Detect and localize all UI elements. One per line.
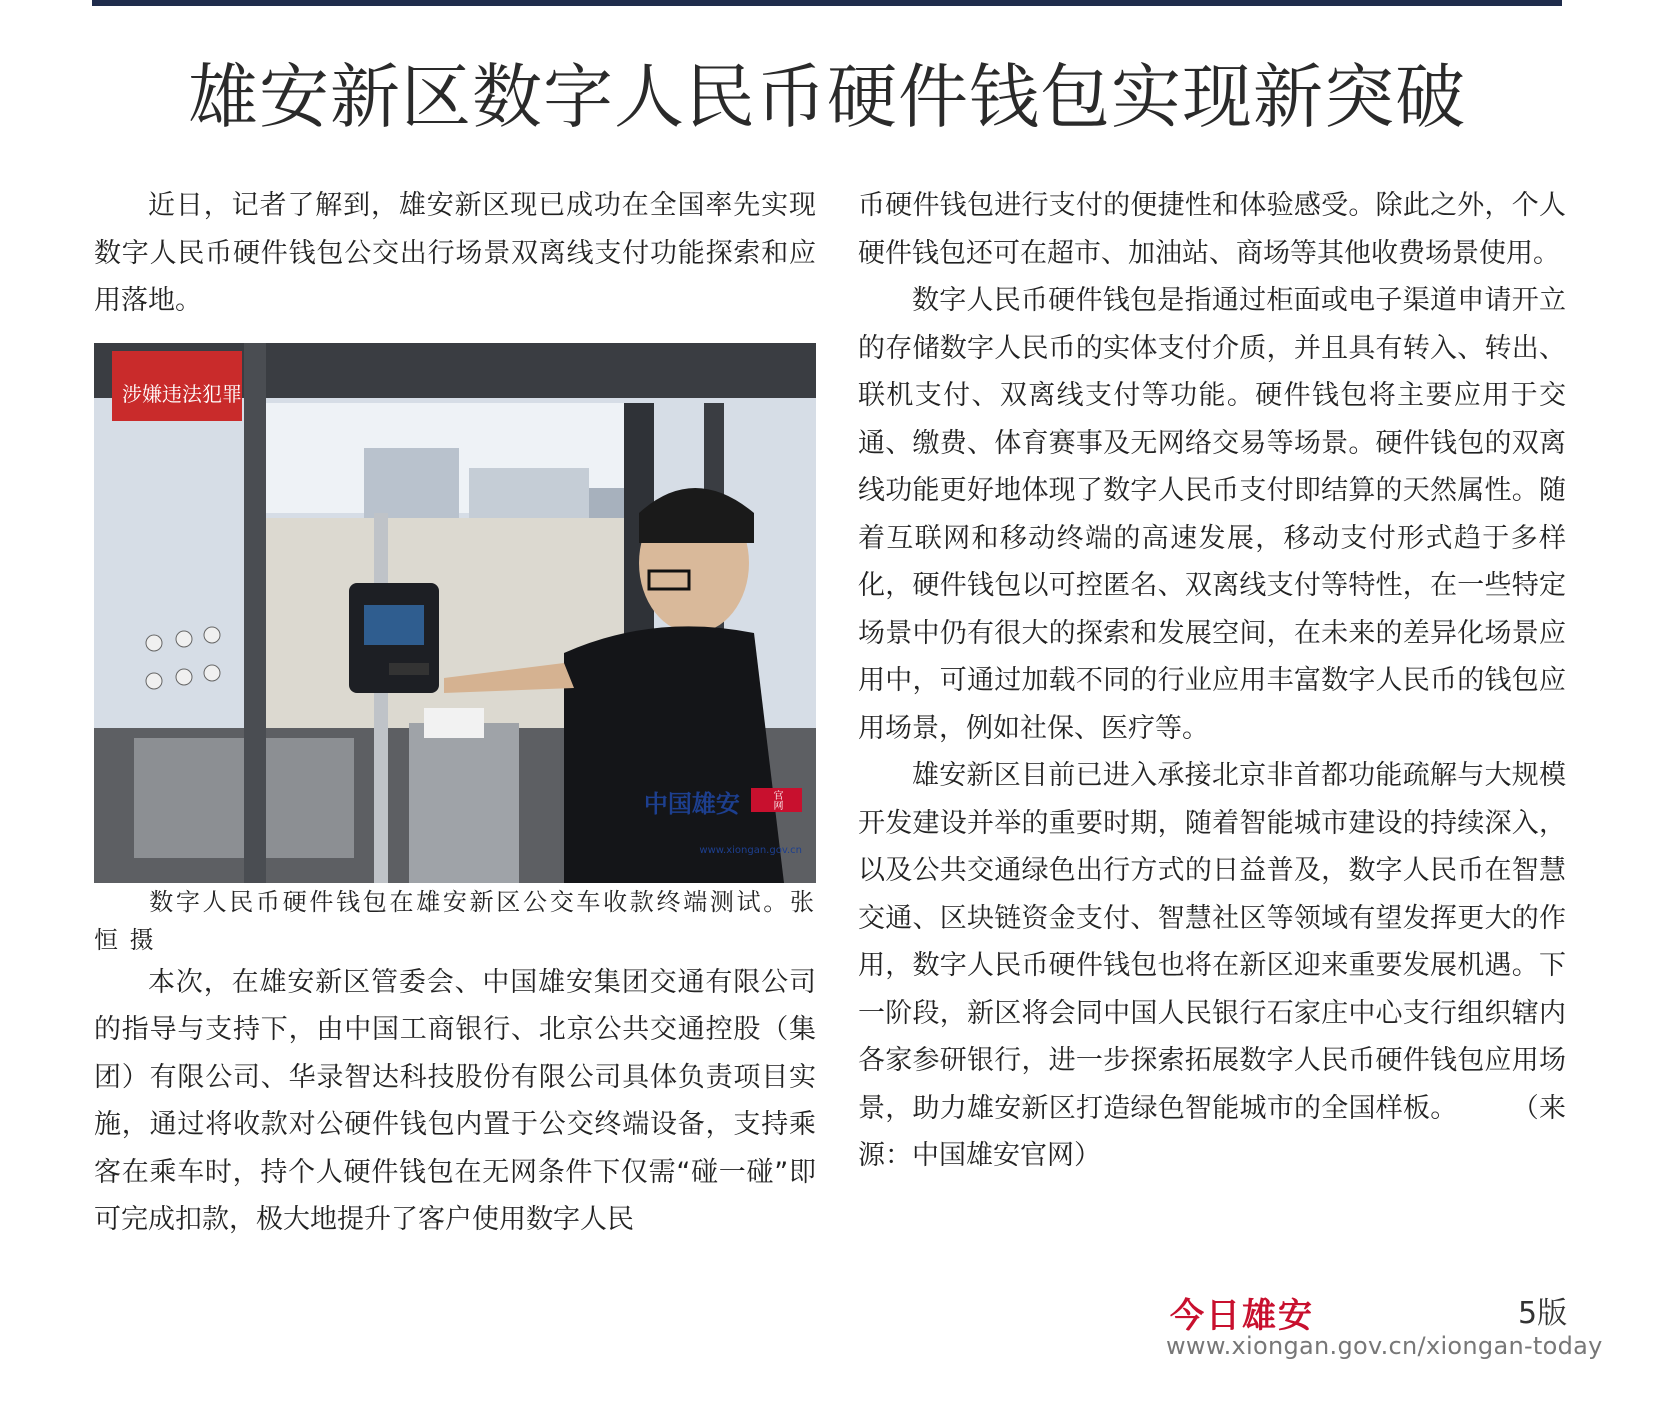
watermark-url: www.xiongan.gov.cn <box>699 845 802 856</box>
paragraph-hardware-wallet: 数字人民币硬件钱包是指通过柜面或电子渠道申请开立的存储数字人民币的实体支付介质，并且具有转入、转出、联机支付、双离线支付等功能。硬件钱包将主要应用于交通、缴费、体育赛事及无网络交易等场景。硬件钱包的双离线功能更好地体现了数字人民币支付即结算的天然属性。随着互联网和移动终端的高速发展，移动支付形式趋于多样化，硬件钱包以可控匿名、双离线支付等特性，在一些特定场景中仍有很大的探索和发展空间，在未来的差异化场景应用中，可通过加载不同的行业应用丰富数字人民币的钱包应用场景，例如社保、医疗等。 <box>858 285 1566 744</box>
paragraph-continuation: 币硬件钱包进行支付的便捷性和体验感受。除此之外，个人硬件钱包还可在超市、加油站、商场等其他收费场景使用。 <box>858 190 1566 269</box>
paragraph-implementation: 本次，在雄安新区管委会、中国雄安集团交通有限公司的指导与支持下，由中国工商银行、北京公共交通控股（集团）有限公司、华录智达科技股份有限公司具体负责项目实施，通过将收款对公硬件钱包内置于公交终端设备，支持乘客在乘车时，持个人硬件钱包在无网条件下仅需“碰一碰”即可完成扣款，极大地提升了客户使用数字人民 <box>94 966 816 1235</box>
photo-sign-text: 涉嫌违法犯罪 <box>122 381 242 406</box>
footer-logo: 今日雄安 <box>1170 1296 1314 1336</box>
photo-caption: 数字人民币硬件钱包在雄安新区公交车收款终端测试。张恒 摄 <box>94 887 816 954</box>
paragraph-outlook <box>858 752 1566 1180</box>
top-rule <box>92 0 1562 6</box>
watermark-name: 中国雄安 <box>643 788 740 818</box>
photo-watermark <box>644 780 802 875</box>
source-credit: （来源：中国雄安官网） <box>858 1092 1566 1171</box>
article-title: 雄安新区数字人民币硬件钱包实现新突破 <box>188 56 1466 138</box>
footer-url: www.xiongan.gov.cn/xiongan-today <box>1166 1332 1603 1360</box>
outlook-text: 雄安新区目前已进入承接北京非首都功能疏解与大规模开发建设并举的重要时期，随着智能城市建设的持续深入，以及公共交通绿色出行方式的日益普及，数字人民币在智慧交通、区块链资金支付、智慧社区等领域有望发挥更大的作用，数字人民币硬件钱包也将在新区迎来重要发展机遇。下一阶段，新区将会同中国人民银行石家庄中心支行组织辖内各家参研银行，进一步探索拓展数字人民币硬件钱包应用场景，助力雄安新区打造绿色智能城市的全国样板。 <box>858 760 1566 1124</box>
page-number: 5版 <box>1518 1296 1568 1331</box>
right-column <box>858 182 1566 1180</box>
watermark-seal: 官网 <box>751 788 803 812</box>
paragraph-intro: 近日，记者了解到，雄安新区现已成功在全国率先实现数字人民币硬件钱包公交出行场景双离线支付功能探索和应用落地。 <box>94 190 816 316</box>
news-photo <box>94 343 816 883</box>
left-column <box>94 182 816 1244</box>
